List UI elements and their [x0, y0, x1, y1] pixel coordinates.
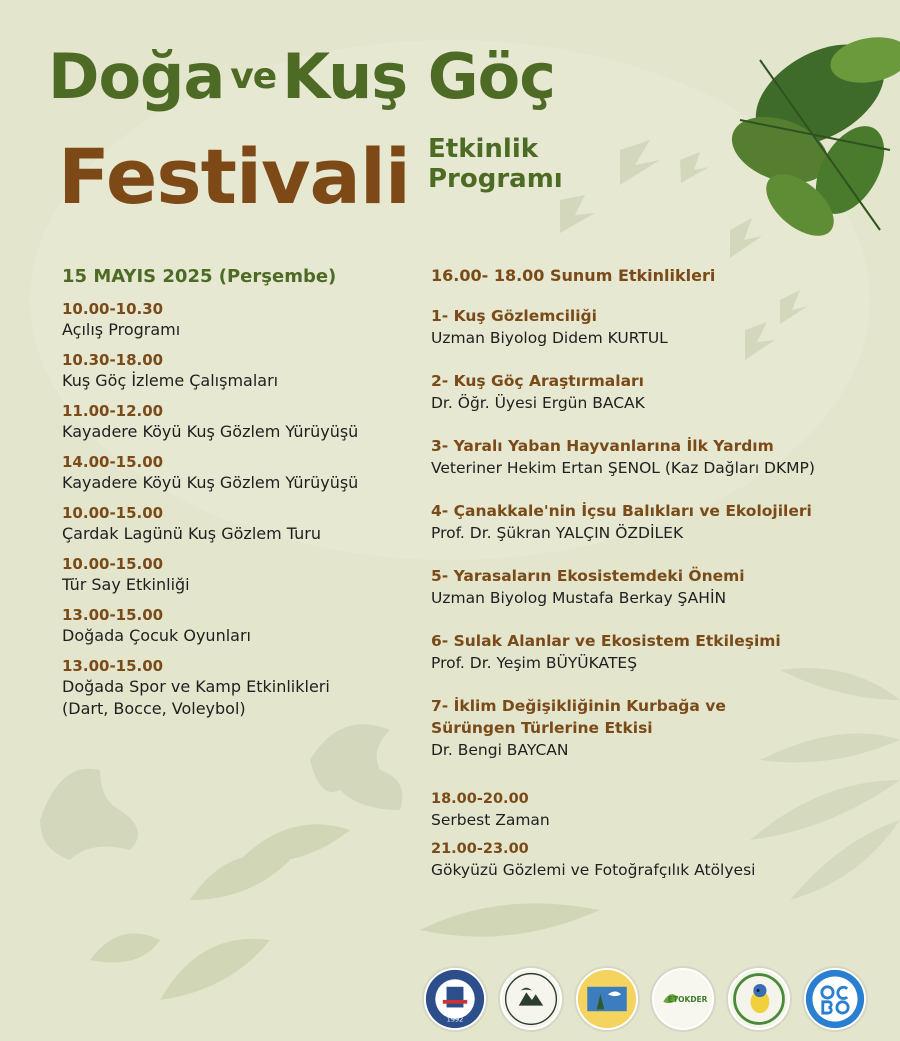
birdwatching-club-logo: [574, 966, 640, 1032]
talk-title: 4- Çanakkale'nin İçsu Balıkları ve Ekolojileri: [431, 502, 812, 520]
bird-observation-logo: [726, 966, 792, 1032]
festival-logo: [498, 966, 564, 1032]
talk-item: [431, 630, 891, 674]
schedule-item: [431, 839, 891, 881]
talk-item: [431, 695, 891, 761]
schedule-item: [62, 503, 422, 545]
schedule-item: [62, 452, 422, 494]
talk-item: [431, 435, 891, 479]
talk-speaker: Uzman Biyolog Mustafa Berkay ŞAHİN: [431, 589, 727, 607]
schedule-time: 10.30-18.00: [62, 351, 164, 369]
schedule-time: 14.00-15.00: [62, 453, 164, 471]
schedule-time: 13.00-15.00: [62, 606, 164, 624]
schedule-activity: Çardak Lagünü Kuş Gözlem Turu: [62, 524, 321, 543]
talk-item: [431, 305, 891, 349]
subtitle-line2: Programı: [428, 164, 563, 194]
talk-title: 2- Kuş Göç Araştırmaları: [431, 372, 644, 390]
subtitle-line1: Etkinlik: [428, 134, 539, 164]
schedule-time: 10.00-10.30: [62, 300, 164, 318]
ocbo-logo: [802, 966, 868, 1032]
schedule-activity: Kayadere Köyü Kuş Gözlem Yürüyüşü: [62, 422, 359, 441]
logo-year-text: 1992: [446, 1015, 464, 1024]
schedule-activity: Gökyüzü Gözlemi ve Fotoğrafçılık Atölyesi: [431, 861, 756, 879]
talk-title: 1- Kuş Gözlemciliği: [431, 307, 597, 325]
schedule-time: 18.00-20.00: [431, 791, 529, 807]
talk-speaker: Prof. Dr. Yeşim BÜYÜKATEŞ: [431, 654, 638, 672]
schedule-time: 10.00-15.00: [62, 504, 164, 522]
talk-title: 3- Yaralı Yaban Hayvanlarına İlk Yardım: [431, 437, 774, 455]
event-date: 15 MAYIS 2025 (Perşembe): [62, 266, 337, 287]
presentations-heading: 16.00- 18.00 Sunum Etkinlikleri: [431, 266, 716, 285]
schedule-item: [431, 789, 891, 831]
etokder-logo: [650, 966, 716, 1032]
university-logo: [422, 966, 488, 1032]
schedule-item: [62, 605, 422, 647]
schedule-item: [62, 350, 422, 392]
schedule-time: 10.00-15.00: [62, 555, 164, 573]
schedule-item: [62, 299, 422, 341]
day-schedule: [62, 266, 422, 729]
talk-title: 6- Sulak Alanlar ve Ekosistem Etkileşimi: [431, 632, 781, 650]
festival-title-line2: Festivali: [58, 132, 410, 221]
schedule-activity: Doğada Spor ve Kamp Etkinlikleri: [62, 677, 330, 696]
talk-speaker: Prof. Dr. Şükran YALÇIN ÖZDİLEK: [431, 524, 684, 542]
title-kus-goc: Kuş Göç: [282, 40, 555, 113]
title-doga: Doğa: [48, 40, 225, 113]
schedule-item: [62, 401, 422, 443]
schedule-activity: Tür Say Etkinliği: [62, 575, 190, 594]
schedule-activity: Serbest Zaman: [431, 811, 550, 829]
talk-speaker: Veteriner Hekim Ertan ŞENOL (Kaz Dağları DKMP): [431, 459, 815, 477]
etokder-text: ETOKDER: [667, 994, 708, 1004]
talk-speaker: Uzman Biyolog Didem KURTUL: [431, 329, 668, 347]
schedule-activity: Kuş Göç İzleme Çalışmaları: [62, 371, 279, 390]
talk-item: [431, 500, 891, 544]
festival-title-line1: [48, 40, 555, 113]
talk-speaker: Dr. Öğr. Üyesi Ergün BACAK: [431, 394, 645, 412]
talk-speaker: Dr. Bengi BAYCAN: [431, 741, 569, 759]
talk-item: [431, 370, 891, 414]
schedule-item: [62, 656, 422, 720]
title-ve: ve: [230, 56, 277, 97]
schedule-activity: Kayadere Köyü Kuş Gözlem Yürüyüşü: [62, 473, 359, 492]
schedule-activity: Açılış Programı: [62, 320, 181, 339]
talk-item: [431, 565, 891, 609]
schedule-item: [62, 554, 422, 596]
talk-title-continued: Sürüngen Türlerine Etkisi: [431, 719, 653, 737]
schedule-time: 11.00-12.00: [62, 402, 164, 420]
schedule-activity: Doğada Çocuk Oyunları: [62, 626, 251, 645]
schedule-time: 21.00-23.00: [431, 841, 529, 857]
presentations-schedule: [431, 266, 891, 889]
schedule-time: 13.00-15.00: [62, 657, 164, 675]
talk-title: 5- Yarasaların Ekosistemdeki Önemi: [431, 567, 745, 585]
program-subtitle: [428, 134, 563, 194]
schedule-activity-detail: (Dart, Bocce, Voleybol): [62, 699, 246, 718]
sponsor-logos: [418, 966, 898, 1034]
talk-title: 7- İklim Değişikliğinin Kurbağa ve: [431, 697, 726, 715]
